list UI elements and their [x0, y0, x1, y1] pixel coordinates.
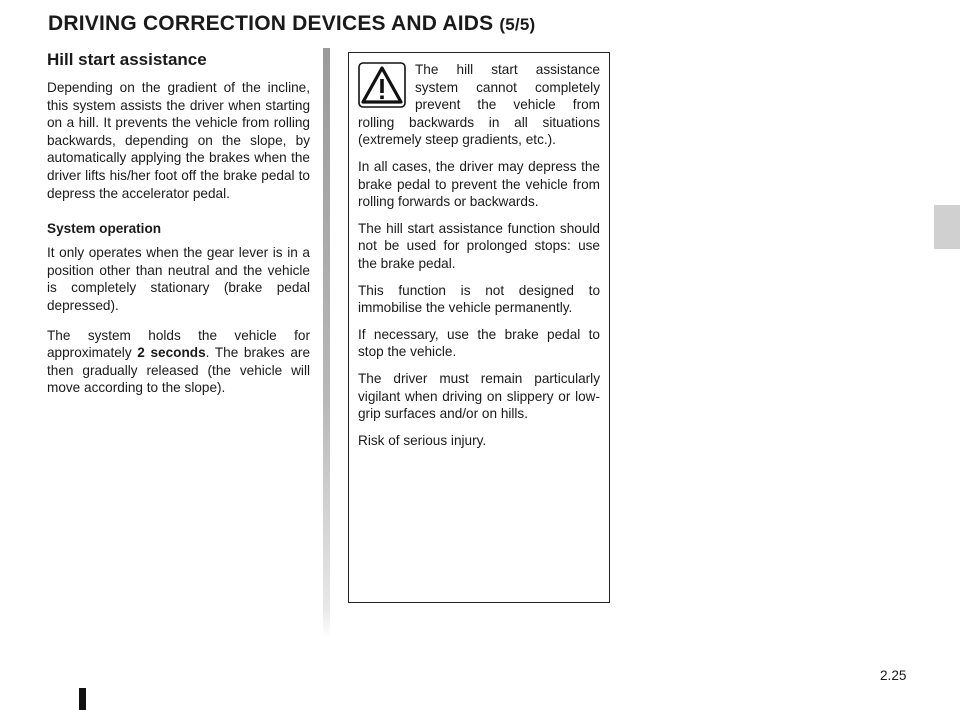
warning-paragraph: In all cases, the driver may depress the brake pedal to prevent the vehicle from rolling forwards or backwards. — [358, 158, 600, 210]
intro-paragraph: Depending on the gradient of the incline, this system assists the driver when starting on a hill. It prevents the vehicle from rolling backwards, depending on the slope, by automatically applying the brakes when the driver lifts his/her foot off the brake pedal to depress the accelerator pedal. — [47, 80, 310, 201]
left-column — [47, 50, 310, 409]
section-heading: Hill start assistance — [47, 50, 207, 69]
warning-paragraph: The driver must remain particularly vigilant when driving on slippery or low-grip surfaces and/or on hills. — [358, 370, 600, 422]
column-divider-bar — [323, 48, 330, 638]
operation-paragraph: It only operates when the gear lever is in a position other than neutral and the vehicle is completely stationary (brake pedal depressed). — [47, 245, 310, 313]
corner-crop-mark — [79, 688, 86, 710]
warning-paragraph: The hill start assistance function should not be used for prolonged stops: use the brake pedal. — [358, 220, 600, 271]
page-number: 2.25 — [880, 668, 907, 683]
hold-text-after: . The brakes are then gradually released (the vehicle will move according to the slope). — [47, 345, 311, 396]
warning-box — [348, 52, 610, 603]
system-operation-heading: System operation — [47, 221, 162, 237]
warning-paragraph: The hill start assistance system cannot completely prevent the vehicle from rolling backwards in all situations (extremely steep gradients, etc.). — [358, 62, 600, 148]
warning-paragraph: This function is not designed to immobilise the vehicle permanently. — [358, 282, 600, 316]
page-part-indicator: (5/5) — [499, 15, 536, 34]
warning-triangle-icon — [358, 62, 406, 108]
warning-paragraph: Risk of serious injury. — [358, 432, 487, 448]
page-title-text: DRIVING CORRECTION DEVICES AND AIDS — [48, 12, 494, 35]
hold-text-before: The system holds the vehicle for approximately — [47, 327, 310, 361]
hold-duration-value: 2 seconds — [137, 345, 206, 361]
page-title — [48, 12, 535, 36]
warning-paragraph: If necessary, use the brake pedal to stop the vehicle. — [358, 326, 600, 360]
chapter-side-tab — [934, 205, 960, 249]
hold-duration-paragraph — [47, 327, 310, 397]
